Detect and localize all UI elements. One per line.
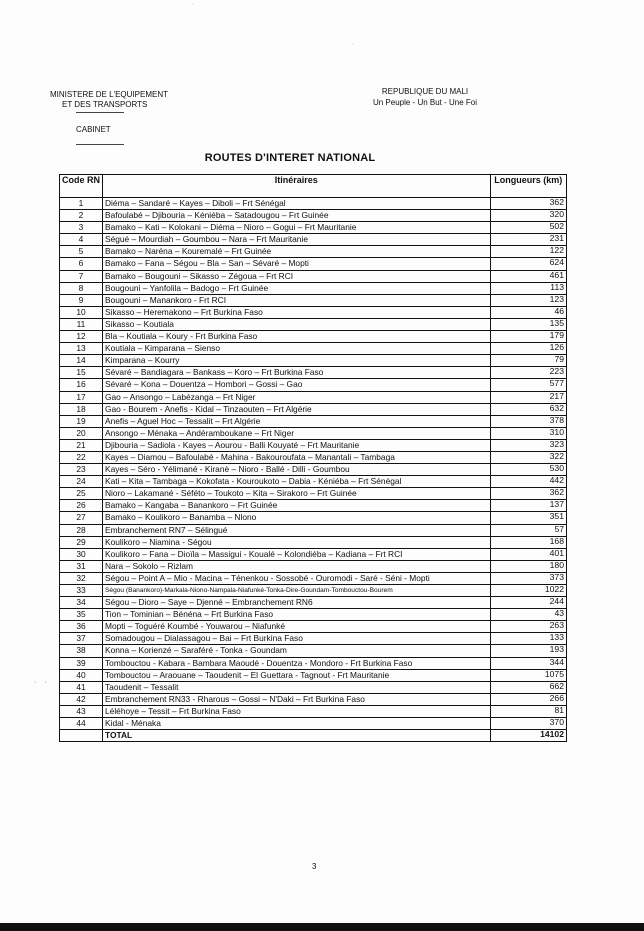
itineraire-cell: Sévaré – Kona – Douentza – Hombori – Gossi – Gao: [103, 379, 491, 391]
code-cell: 17: [60, 391, 103, 403]
code-cell: 37: [60, 633, 103, 645]
length-cell: 217: [490, 391, 566, 403]
length-cell: 46: [490, 306, 566, 318]
code-cell: 44: [60, 718, 103, 730]
length-cell: 223: [490, 367, 566, 379]
length-cell: 231: [490, 234, 566, 246]
code-cell: 2: [60, 210, 103, 222]
col-header-longueurs: Longueurs (km): [490, 175, 566, 198]
total-value: 14102: [490, 730, 566, 742]
itineraire-cell: Sikasso – Koutiala: [103, 318, 491, 330]
code-cell: 11: [60, 318, 103, 330]
length-cell: 180: [490, 560, 566, 572]
divider: [76, 112, 124, 113]
code-cell: 42: [60, 693, 103, 705]
itineraire-cell: Kayes – Diamou – Bafoulabé - Mahina - Bakouroufata – Manantali – Tambaga: [103, 451, 491, 463]
total-code-cell: [60, 730, 103, 742]
itineraire-cell: Bamako – Kati – Kolokani – Diéma – Nioro – Gogui – Frt Mauritanie: [103, 222, 491, 234]
itineraire-cell: Bamako – Kangaba – Banankoro – Frt Guinée: [103, 500, 491, 512]
table-row: [60, 318, 567, 330]
itineraire-cell: Nioro – Lakamané - Séféto – Toukoto – Kita – Sirakoro – Frt Guinée: [103, 488, 491, 500]
table-row: [60, 270, 567, 282]
table-row: [60, 464, 567, 476]
length-cell: 43: [490, 609, 566, 621]
length-cell: 577: [490, 379, 566, 391]
itineraire-cell: Kimparana – Kourry: [103, 355, 491, 367]
code-cell: 5: [60, 246, 103, 258]
code-cell: 40: [60, 669, 103, 681]
length-cell: 320: [490, 210, 566, 222]
length-cell: 530: [490, 464, 566, 476]
table-row: [60, 234, 567, 246]
itineraire-cell: Somadougou – Dialassagou – Bai – Frt Burkina Faso: [103, 633, 491, 645]
scan-speck: ·: [352, 42, 354, 48]
table-row: [60, 367, 567, 379]
table-row: [60, 536, 567, 548]
table-row: [60, 391, 567, 403]
table-row: [60, 548, 567, 560]
table-header-row: [60, 175, 567, 198]
table-body: [60, 198, 567, 730]
length-cell: 502: [490, 222, 566, 234]
republic-header: [360, 86, 490, 108]
code-cell: 22: [60, 451, 103, 463]
length-cell: 193: [490, 645, 566, 657]
itineraire-cell: Bamako – Bougouni – Sikasso – Zégoua – Frt RCI: [103, 270, 491, 282]
itineraire-cell: Koulikoro – Fana – Dioïla – Massigui - Koualé – Kolondiéba – Kadiana – Frt RCI: [103, 548, 491, 560]
length-cell: 378: [490, 415, 566, 427]
length-cell: 126: [490, 343, 566, 355]
itineraire-cell: Gao - Bourem - Anefis - Kidal – Tinzaouten – Frt Algérie: [103, 403, 491, 415]
itineraire-cell: Bamako – Naréna – Kouremalé – Frt Guinée: [103, 246, 491, 258]
itineraire-cell: Kayes – Séro - Yélimané - Kiranè – Nioro - Ballé - Dilli - Goumbou: [103, 464, 491, 476]
code-cell: 6: [60, 258, 103, 270]
scan-edge: [0, 923, 644, 931]
length-cell: 662: [490, 681, 566, 693]
length-cell: 137: [490, 500, 566, 512]
itineraire-cell: Koulikoro – Niamina - Ségou: [103, 536, 491, 548]
code-cell: 34: [60, 597, 103, 609]
code-cell: 24: [60, 476, 103, 488]
itineraire-cell: Ségou – Point A – Mio - Macina – Ténenkou - Sossobé - Ouromodi - Saré - Séni - Mopti: [103, 572, 491, 584]
code-cell: 3: [60, 222, 103, 234]
length-cell: 461: [490, 270, 566, 282]
page-number: 3: [312, 862, 317, 871]
itineraire-cell: Ansongo – Ménaka – Andéramboukane – Frt Niger: [103, 427, 491, 439]
table-row: [60, 572, 567, 584]
code-cell: 41: [60, 681, 103, 693]
length-cell: 370: [490, 718, 566, 730]
table-row: [60, 451, 567, 463]
length-cell: 79: [490, 355, 566, 367]
code-cell: 23: [60, 464, 103, 476]
total-row: [60, 730, 567, 742]
code-cell: 4: [60, 234, 103, 246]
itineraire-cell: Sikasso – Heremakono – Frt Burkina Faso: [103, 306, 491, 318]
table-row: [60, 645, 567, 657]
code-cell: 21: [60, 439, 103, 451]
national-motto: Un Peuple - Un But - Une Foi: [372, 98, 478, 107]
table-row: [60, 246, 567, 258]
table-row: [60, 488, 567, 500]
table-row: [60, 681, 567, 693]
length-cell: 362: [490, 488, 566, 500]
length-cell: 133: [490, 633, 566, 645]
table-row: [60, 355, 567, 367]
itineraire-cell: Tombouctou – Araouane – Taoudenit – El Guettara - Tagnout - Frt Mauritanie: [103, 669, 491, 681]
length-cell: 323: [490, 439, 566, 451]
length-cell: 344: [490, 657, 566, 669]
code-cell: 43: [60, 705, 103, 717]
itineraire-cell: Tion – Tominian – Bénéna – Frt Burkina Faso: [103, 609, 491, 621]
itineraire-cell: Sévaré – Bandiagara – Bankass – Koro – Frt Burkina Faso: [103, 367, 491, 379]
code-cell: 20: [60, 427, 103, 439]
table-row: [60, 609, 567, 621]
table-row: [60, 427, 567, 439]
table-row: [60, 439, 567, 451]
length-cell: 113: [490, 282, 566, 294]
table-row: [60, 331, 567, 343]
col-header-code: Code RN: [60, 175, 103, 198]
table-row: [60, 415, 567, 427]
table-row: [60, 258, 567, 270]
cabinet-label: CABINET: [76, 125, 111, 134]
length-cell: 442: [490, 476, 566, 488]
table-row: [60, 222, 567, 234]
code-cell: 29: [60, 536, 103, 548]
itineraire-cell: Embranchement RN33 - Rharous – Gossi – N'Daki – Frt Burkina Faso: [103, 693, 491, 705]
length-cell: 1022: [490, 585, 566, 597]
total-label: TOTAL: [103, 730, 491, 742]
code-cell: 14: [60, 355, 103, 367]
table-row: [60, 524, 567, 536]
length-cell: 57: [490, 524, 566, 536]
itineraire-cell: Kidal - Ménaka: [103, 718, 491, 730]
code-cell: 18: [60, 403, 103, 415]
length-cell: 266: [490, 693, 566, 705]
length-cell: 263: [490, 621, 566, 633]
itineraire-cell: Gao – Ansongo – Labézanga – Frt Niger: [103, 391, 491, 403]
itineraire-cell: Diéma – Sandaré – Kayes – Diboli – Frt Sénégal: [103, 198, 491, 210]
republic-name: REPUBLIQUE DU MALI: [381, 87, 469, 96]
table-row: [60, 282, 567, 294]
length-cell: 123: [490, 294, 566, 306]
table-row: [60, 500, 567, 512]
table-row: [60, 512, 567, 524]
col-header-itineraires: Itinéraires: [103, 175, 491, 198]
table-row: [60, 403, 567, 415]
length-cell: 168: [490, 536, 566, 548]
code-cell: 38: [60, 645, 103, 657]
ministry-line-2: ET DES TRANSPORTS: [62, 100, 148, 109]
table-row: [60, 343, 567, 355]
length-cell: 81: [490, 705, 566, 717]
code-cell: 25: [60, 488, 103, 500]
scan-speck: ·: [192, 2, 194, 8]
table-row: [60, 198, 567, 210]
table-row: [60, 657, 567, 669]
length-cell: 632: [490, 403, 566, 415]
itineraire-cell: Ségou (Banankoro)-Markala-Niono-Nampala-Niafunké-Tonka-Dire-Goundam-Tombouctou-Bourem: [103, 585, 491, 597]
table-row: [60, 597, 567, 609]
length-cell: 373: [490, 572, 566, 584]
routes-table: [59, 174, 567, 742]
table-row: [60, 560, 567, 572]
table-row: [60, 306, 567, 318]
itineraire-cell: Koutiala – Kimparana – Sienso: [103, 343, 491, 355]
length-cell: 310: [490, 427, 566, 439]
itineraire-cell: Mopti – Toguéré Koumbé - Youwarou – Niafunké: [103, 621, 491, 633]
code-cell: 39: [60, 657, 103, 669]
itineraire-cell: Ségué – Mourdiah – Goumbou – Nara – Frt Mauritanie: [103, 234, 491, 246]
length-cell: 122: [490, 246, 566, 258]
itineraire-cell: Kati – Kita – Tambaga – Kokofata - Kouroukoto – Dabia - Kéniéba – Frt Sénégal: [103, 476, 491, 488]
table-row: [60, 294, 567, 306]
table-row: [60, 585, 567, 597]
code-cell: 1: [60, 198, 103, 210]
code-cell: 16: [60, 379, 103, 391]
table-row: [60, 633, 567, 645]
scan-marks: · ·: [34, 679, 50, 686]
itineraire-cell: Bafoulabé – Djibouria – Kéniéba – Satadougou – Frt Guinée: [103, 210, 491, 222]
table-row: [60, 621, 567, 633]
itineraire-cell: Léléhoye – Tessit – Frt Burkina Faso: [103, 705, 491, 717]
itineraire-cell: Ségou – Dioro – Saye – Djenné – Embranchement RN6: [103, 597, 491, 609]
code-cell: 32: [60, 572, 103, 584]
table-row: [60, 693, 567, 705]
code-cell: 10: [60, 306, 103, 318]
ministry-header: [50, 90, 168, 145]
code-cell: 8: [60, 282, 103, 294]
length-cell: 1075: [490, 669, 566, 681]
itineraire-cell: Taoudenit – Tessalit: [103, 681, 491, 693]
length-cell: 322: [490, 451, 566, 463]
length-cell: 401: [490, 548, 566, 560]
length-cell: 244: [490, 597, 566, 609]
itineraire-cell: Bla – Koutiala – Koury - Frt Burkina Faso: [103, 331, 491, 343]
itineraire-cell: Anefis – Aguel Hoc – Tessalit – Frt Algérie: [103, 415, 491, 427]
length-cell: 351: [490, 512, 566, 524]
table-row: [60, 705, 567, 717]
code-cell: 31: [60, 560, 103, 572]
code-cell: 9: [60, 294, 103, 306]
table-row: [60, 669, 567, 681]
code-cell: 36: [60, 621, 103, 633]
length-cell: 179: [490, 331, 566, 343]
itineraire-cell: Bougouni – Manankoro - Frt RCI: [103, 294, 491, 306]
itineraire-cell: Djibouria – Sadiola - Kayes – Aourou - Balli Kouyaté – Frt Mauritanie: [103, 439, 491, 451]
table-row: [60, 379, 567, 391]
itineraire-cell: Nara – Sokolo – Rizlam: [103, 560, 491, 572]
table-row: [60, 210, 567, 222]
itineraire-cell: Bougouni – Yanfolila – Badogo – Frt Guinée: [103, 282, 491, 294]
document-title: ROUTES D'INTERET NATIONAL: [204, 152, 376, 164]
code-cell: 26: [60, 500, 103, 512]
itineraire-cell: Bamako – Koulikoro – Banamba – Nlono: [103, 512, 491, 524]
code-cell: 12: [60, 331, 103, 343]
code-cell: 33: [60, 585, 103, 597]
ministry-line-1: MINISTERE DE L'EQUIPEMENT: [50, 90, 168, 99]
itineraire-cell: Konna – Korienzé – Saraféré - Tonka - Goundam: [103, 645, 491, 657]
code-cell: 27: [60, 512, 103, 524]
itineraire-cell: Bamako – Fana – Ségou – Bla – San – Sévaré – Mopti: [103, 258, 491, 270]
code-cell: 35: [60, 609, 103, 621]
length-cell: 624: [490, 258, 566, 270]
table-row: [60, 718, 567, 730]
length-cell: 362: [490, 198, 566, 210]
code-cell: 28: [60, 524, 103, 536]
code-cell: 7: [60, 270, 103, 282]
code-cell: 15: [60, 367, 103, 379]
itineraire-cell: Tombouctou - Kabara - Bambara Maoudé - Douentza - Mondoro - Frt Burkina Faso: [103, 657, 491, 669]
itineraire-cell: Embranchement RN7 – Sélingué: [103, 524, 491, 536]
code-cell: 13: [60, 343, 103, 355]
length-cell: 135: [490, 318, 566, 330]
table-row: [60, 476, 567, 488]
code-cell: 19: [60, 415, 103, 427]
code-cell: 30: [60, 548, 103, 560]
divider: [76, 144, 124, 145]
